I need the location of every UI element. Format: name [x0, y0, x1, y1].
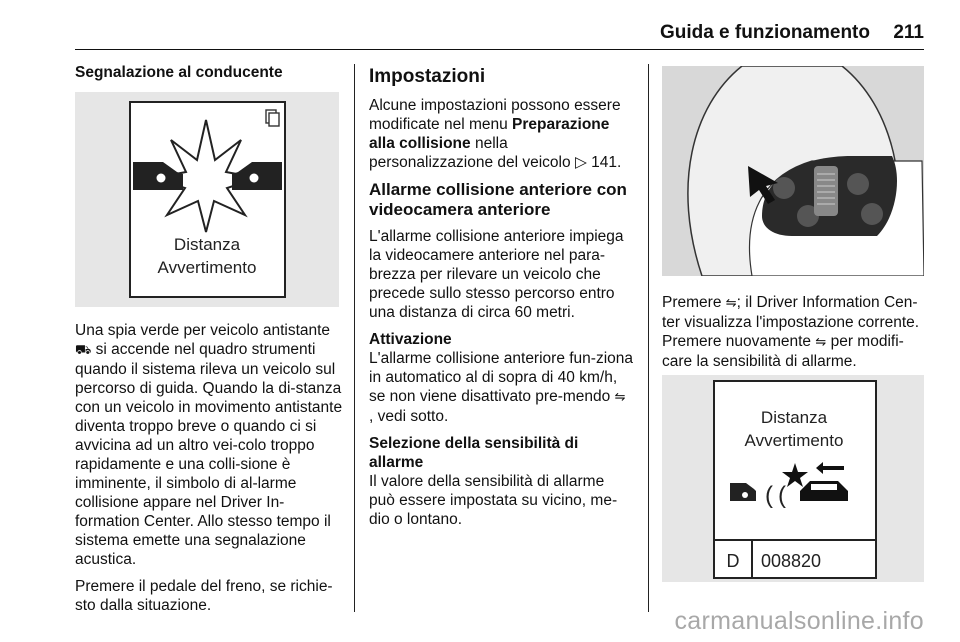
middle-p1-b: nella personalizzazione del veicolo: [369, 135, 571, 171]
steering-wheel-graphic: [662, 66, 924, 276]
page-header-title: Guida e funzionamento: [659, 22, 870, 43]
left-paragraph-1: [75, 321, 345, 569]
right-p1-b: ; il Driver Information Cen-ter visualizza l'impostazione corrente. Premere nuovamente: [662, 294, 920, 350]
middle-p3-b: , vedi sotto.: [369, 408, 449, 425]
watermark: carmanualsonline.info: [674, 607, 924, 635]
page-reference: 141.: [591, 154, 622, 171]
left-column-body: [75, 321, 345, 623]
middle-paragraph-2: L'allarme collisione anteriore impiega la videocamere anteriore nel para-brezza per rilevare un veicolo che precede sullo stesso percorso entro una distanza di circa 60 metri.: [369, 228, 624, 321]
section-label: Segnalazione al conducente: [75, 64, 283, 81]
wheel-button-icon: ⇋: [815, 335, 827, 350]
page-number: 211: [893, 22, 924, 43]
middle-p3-a: L'allarme collisione anteriore fun-ziona in automatico al di sopra di 40 km/h, se non viene disattivato pre-mendo: [369, 350, 634, 405]
right-column-body: [662, 293, 926, 379]
middle-p1-a: Alcune impostazioni possono essere modificate nel menu: [369, 97, 621, 133]
activation-label: Attivazione: [369, 331, 452, 348]
settings-heading: Impostazioni: [369, 66, 486, 87]
figure3-line1: Distanza: [760, 408, 828, 427]
left-para1-b: si accende nel quadro strumenti quando il sistema rileva un veicolo sul percorso di guida. Quando la di-stanza con un veicolo in movimento antistante diventa troppo breve o quando ci si avvicina ad un altro vei-colo troppo rapidamente e una colli-sione è imminente, il simbolo di al-larme collisione appare nel Driver In-formation Center. Allo stesso tempo il sistema emette una segnalazione acustica.: [75, 341, 343, 568]
distance-bracket-1: (: [765, 482, 773, 509]
warning-display-graphic: [75, 92, 339, 307]
menu-name: Preparazione alla collisione: [369, 116, 610, 152]
car-rear-icon: [800, 481, 848, 501]
left-paragraph-2: Premere il pedale del freno, se richie-sto dalla situazione.: [75, 578, 333, 614]
distance-bracket-2: (: [778, 482, 786, 509]
steering-wheel-figure: [662, 66, 924, 276]
sensitivity-figure: [662, 375, 924, 582]
sensitivity-display-graphic: [662, 375, 924, 582]
mode-letter: D: [726, 551, 740, 571]
sensitivity-label: Selezione della sensibilità di allarme: [369, 435, 579, 471]
figure3-line2: Avvertimento: [744, 431, 844, 450]
header-rule: [75, 49, 924, 50]
right-p1-c: per modifi-care la sensibilità di allarme.: [662, 333, 904, 370]
fcw-heading: Allarme collisione anteriore con videocamera anteriore: [369, 180, 627, 219]
right-p1-a: Premere: [662, 294, 722, 311]
column-divider-left: [354, 64, 355, 612]
warning-figure: [75, 92, 339, 307]
middle-paragraph-3: [369, 349, 633, 426]
figure1-line1: Distanza: [173, 235, 241, 254]
reference-arrow-icon: ▷: [574, 154, 587, 171]
right-paragraph-1: [662, 293, 926, 371]
middle-paragraph-4: Il valore della sensibilità di allarme può essere impostata su vicino, me-dio o lontano.: [369, 473, 618, 528]
wheel-button-icon: ⇋: [614, 390, 626, 405]
figure-code: 008820: [761, 551, 822, 571]
left-para1-a: Una spia verde per veicolo antistante: [75, 322, 331, 339]
figure1-line2: Avvertimento: [157, 258, 257, 277]
middle-paragraph-1: [369, 96, 633, 172]
car-front-icon: ⛟: [75, 343, 92, 358]
column-divider-right: [648, 64, 649, 612]
middle-column-body: [369, 66, 633, 537]
wheel-button-icon: ⇋: [725, 296, 737, 311]
